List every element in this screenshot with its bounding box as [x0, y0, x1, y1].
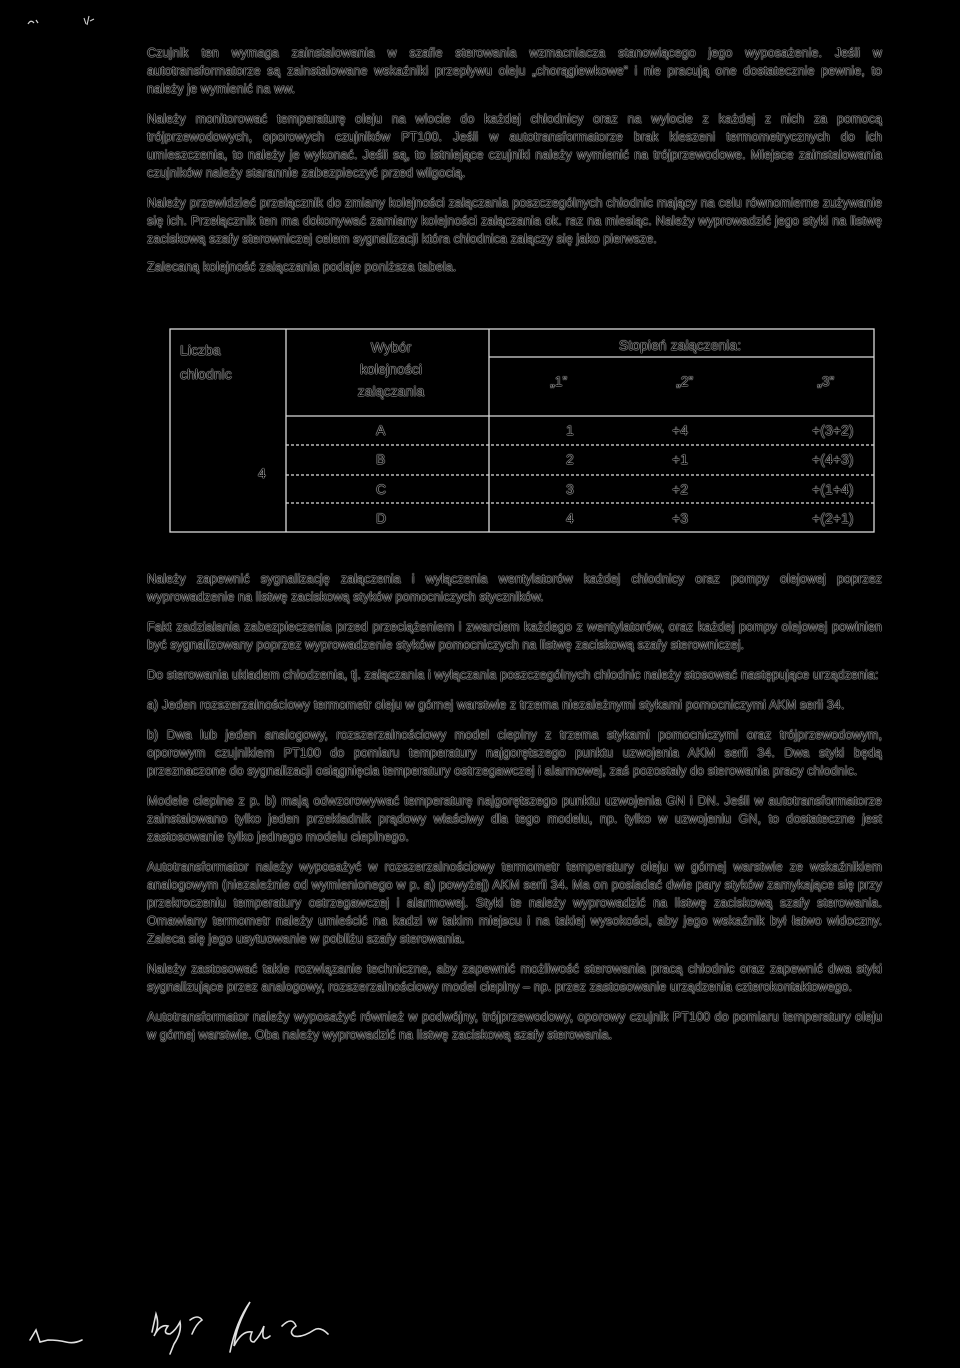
- row-b-stage3: +(4+3): [812, 451, 854, 467]
- row-c-order: C: [376, 481, 387, 497]
- table-header-stages-title: Stopień załączenia:: [618, 337, 742, 353]
- table-header-stage1: „1”: [550, 373, 568, 389]
- paragraph-thermal-models: Modele cieplne z p. b) mają odwzorowywać temperaturę najgorętszego punktu uzwojenia GN i DN. Jeśli w autotransformatorze zainstalowano tylko jeden przekładnik prądowy właściwy dla tego modelu, np. tylko w uzwojeniu GN, to dostateczne jest zastosowanie tylko jednego modelu cieplnego.: [147, 794, 882, 844]
- table-header-order-line2: kolejności: [360, 361, 422, 377]
- row-a-order: A: [376, 422, 386, 438]
- row-b-stage1: 2: [566, 451, 574, 467]
- table-header-stage3: „3”: [817, 373, 835, 389]
- paragraph-thermometer: Autotransformator należy wyposażyć w rozszerzalnościowy termometr temperatury oleju w górnej warstwie ze wskaźnikiem analogowym (niezależnie od wymienionego w p. a) powyżej) AKM serii 34. Ma on posiadać dwie pary styków zamykające się przy przekroczeniu temperatury ostrzegawczej i alarmowej. Styki te należy wyprowadzić na listwę zaciskową szafy sterowania. Omawiany termometr należy umieścić na kadzi w takim miejscu i na takiej wysokości, aby jego wskaźnik był łatwo widoczny. Zaleca się jego usytuowanie w pobliżu szafy sterowania.: [147, 860, 882, 946]
- row-c-stage3: +(1+4): [812, 481, 854, 497]
- row-a-stage3: +(3+2): [812, 422, 854, 438]
- paragraph-table-intro: Zalecaną kolejność załączania podaje poniższa tabela.: [147, 260, 457, 274]
- paragraph-sensor-installation: Czujnik ten wymaga zainstalowania w szafie sterowania wzmacniacza stanowiącego jego wyposażenie. Jeśli w autotransformatorze są zainstalowane wskaźniki przepływu oleju „chorągiewkowe” i nie pracują one dostatecznie pewnie, to należy je wymienić na ww.: [147, 46, 882, 96]
- paragraph-oil-temperature-monitoring: Należy monitorować temperaturę oleju na wlocie do każdej chłodnicy oraz na wylocie z każdej z nich za pomocą trójprzewodowych, oporowych czujników PT100. Jeśli w autotransformatorze brak kieszeni termometrycznych do ich umieszczenia, to należy je wykonać. Jeśli są, to istniejące czujniki należy wymienić na trójprzewodowe. Miejsce zainstalowania czujników należy starannie zabezpieczyć przed wilgocią.: [147, 112, 882, 180]
- document-body-lower: [147, 570, 882, 1056]
- table-header-order: [336, 336, 446, 402]
- table-header-order-line3: załączania: [357, 383, 425, 399]
- row-a-stage2: +4: [672, 422, 689, 438]
- row-b-order: B: [376, 451, 386, 467]
- table-count-value: 4: [258, 465, 266, 481]
- paragraph-control-devices: Do sterowania układem chłodzenia, tj. załączania i wyłączania poszczególnych chłodnic należy stosować następujące urządzenia:: [147, 668, 879, 682]
- paragraph-technical-solution: Należy zastosować takie rozwiązanie techniczne, aby zapewnić możliwość sterowania pracą chłodnic oraz zapewnić dwa styki sygnalizujące przez analogowy, rozszerzalnościowy model cieplny – np. przez zastosowanie urządzenia czterokontaktowego.: [147, 962, 882, 994]
- row-c-stage1: 3: [566, 481, 574, 497]
- row-d-stage2: +3: [672, 510, 689, 526]
- row-d-order: D: [376, 510, 387, 526]
- row-a-stage1: 1: [566, 422, 574, 438]
- table-header-stage2: „2”: [676, 373, 694, 389]
- handwritten-signatures: [20, 1290, 360, 1360]
- paragraph-item-b: b) Dwa lub jeden analogowy, rozszerzalnościowy model cieplny z trzema stykami pomocniczymi oraz trójprzewodowym, oporowym czujnikiem PT100 do pomiaru temperatury najgorętszego punktu uzwojenia AKM serii 34. Dwa styki będą przeznaczone do sygnalizacji osiągnięcia temperatury ostrzegawczej i alarmowej, zaś pozostały do sterowania pracy chłodnic.: [147, 728, 882, 778]
- table-header-order-line1: Wybór: [370, 339, 412, 355]
- row-b-stage2: +1: [672, 451, 689, 467]
- paragraph-item-a: a) Jeden rozszerzalnościowy termometr oleju w górnej warstwie z trzema niezależnymi stykami pomocniczymi AKM serii 34.: [147, 698, 845, 712]
- row-c-stage2: +2: [672, 481, 689, 497]
- table-header-count-line1: Liczba: [180, 342, 221, 358]
- paragraph-pt100-sensor: Autotransformator należy wyposażyć również w podwójny, trójprzewodowy, oporowy czujnik PT100 do pomiaru temperatury oleju w górnej warstwie. Oba należy wyprowadzić na listwę zaciskową szafy sterowania.: [147, 1010, 882, 1042]
- paragraph-order-switch: Należy przewidzieć przełącznik do zmiany kolejności załączania poszczególnych chłodnic mający na celu równomierne zużywanie się ich. Przełącznik ten ma dokonywać zamiany kolejności załączania ok. raz na miesiąc. Należy wyprowadzić jego styki na listwę zaciskową szafy sterowniczej celem sygnalizacji która chłodnica załączy się jako pierwsze.: [147, 196, 882, 246]
- table-header-count: [180, 338, 232, 386]
- table-header-count-line2: chłodnic: [180, 366, 232, 382]
- row-d-stage1: 4: [566, 510, 574, 526]
- row-d-stage3: +(2+1): [812, 510, 854, 526]
- paragraph-protection-signalling: Fakt zadziałania zabezpieczenia przed przeciążeniem i zwarciem każdego z wentylatorów, oraz każdej pompy olejowej powinien być sygnalizowany poprzez wyprowadzenie styków pomocniczych na listwę zaciskową szafy sterowniczej.: [147, 620, 882, 652]
- paragraph-fan-signalling: Należy zapewnić sygnalizację załączenia i wyłączenia wentylatorów każdej chłodnicy oraz pompy olejowej poprzez wyprowadzenie na listwę zaciskową styków pomocniczych styczników.: [147, 572, 882, 604]
